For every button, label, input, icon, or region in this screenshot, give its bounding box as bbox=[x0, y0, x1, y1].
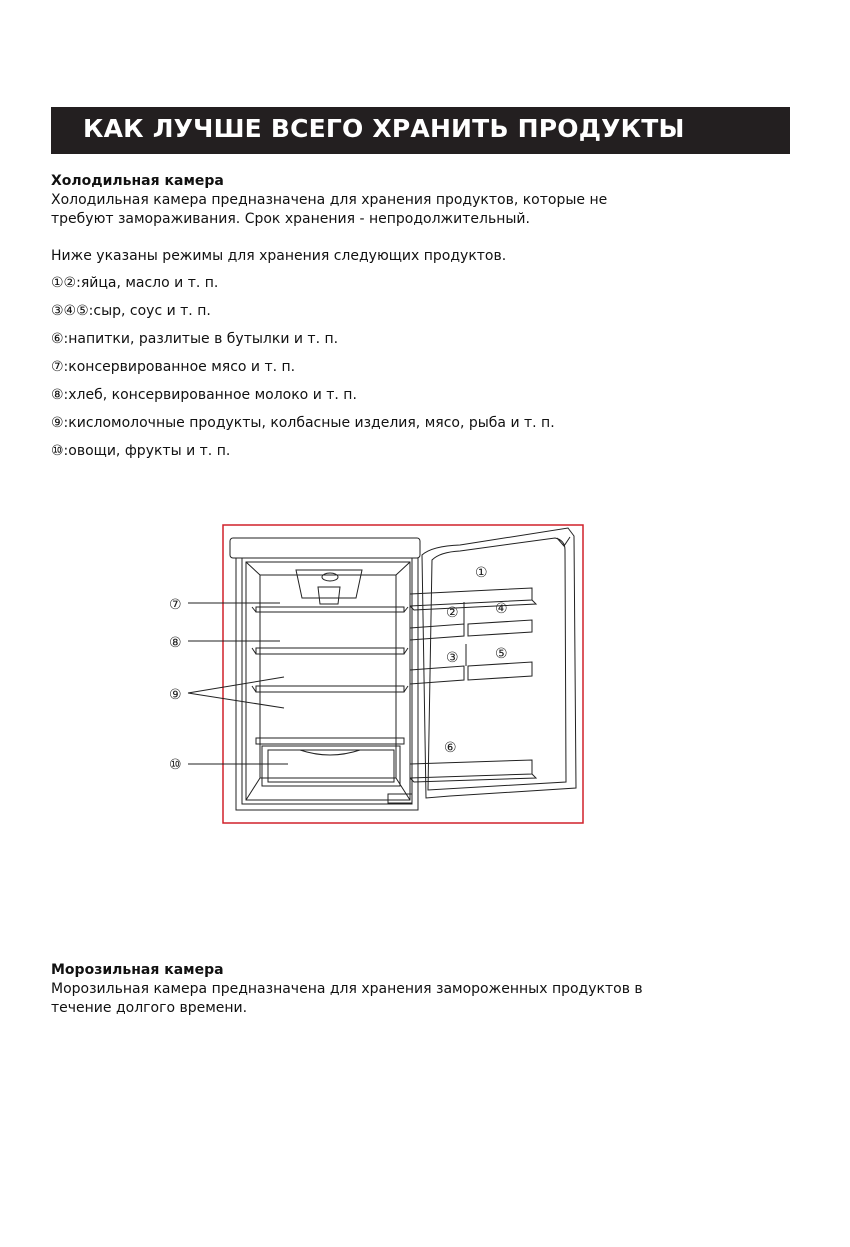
fridge-cabinet bbox=[230, 538, 420, 810]
callout-10: ⑩ bbox=[169, 757, 182, 773]
list-item: ⑧:хлеб, консервированное молоко и т. п. bbox=[51, 387, 357, 403]
fridge-intro: Ниже указаны режимы для хранения следующих продуктов. bbox=[51, 248, 507, 264]
callout-9: ⑨ bbox=[169, 687, 182, 703]
list-item: ①②:яйца, масло и т. п. bbox=[51, 275, 219, 291]
list-item: ③④⑤:сыр, соус и т. п. bbox=[51, 303, 211, 319]
callout-7: ⑦ bbox=[169, 597, 182, 613]
fridge-diagram bbox=[160, 520, 590, 830]
callout-4: ④ bbox=[495, 601, 508, 617]
callout-3: ③ bbox=[446, 650, 459, 666]
callout-6: ⑥ bbox=[444, 740, 457, 756]
list-item: ⑥:напитки, разлитые в бутылки и т. п. bbox=[51, 331, 339, 347]
callout-1: ① bbox=[475, 565, 488, 581]
list-item: ⑩:овощи, фрукты и т. п. bbox=[51, 443, 231, 459]
callout-8: ⑧ bbox=[169, 635, 182, 651]
page-title: КАК ЛУЧШЕ ВСЕГО ХРАНИТЬ ПРОДУКТЫ bbox=[83, 114, 685, 143]
list-item: ⑨:кисломолочные продукты, колбасные изделия, мясо, рыба и т. п. bbox=[51, 415, 555, 431]
freezer-description: Морозильная камера предназначена для хранения замороженных продуктов в течение долгого времени. bbox=[51, 981, 643, 1016]
callout-5: ⑤ bbox=[495, 646, 508, 662]
fridge-heading: Холодильная камера bbox=[51, 173, 224, 189]
freezer-heading: Морозильная камера bbox=[51, 962, 224, 978]
fridge-door bbox=[410, 528, 576, 798]
list-item: ⑦:консервированное мясо и т. п. bbox=[51, 359, 296, 375]
title-bar bbox=[51, 107, 790, 154]
fridge-description: Холодильная камера предназначена для хранения продуктов, которые не требуют замораживания. Срок хранения - непродолжительный. bbox=[51, 192, 608, 227]
callout-2: ② bbox=[446, 605, 459, 621]
